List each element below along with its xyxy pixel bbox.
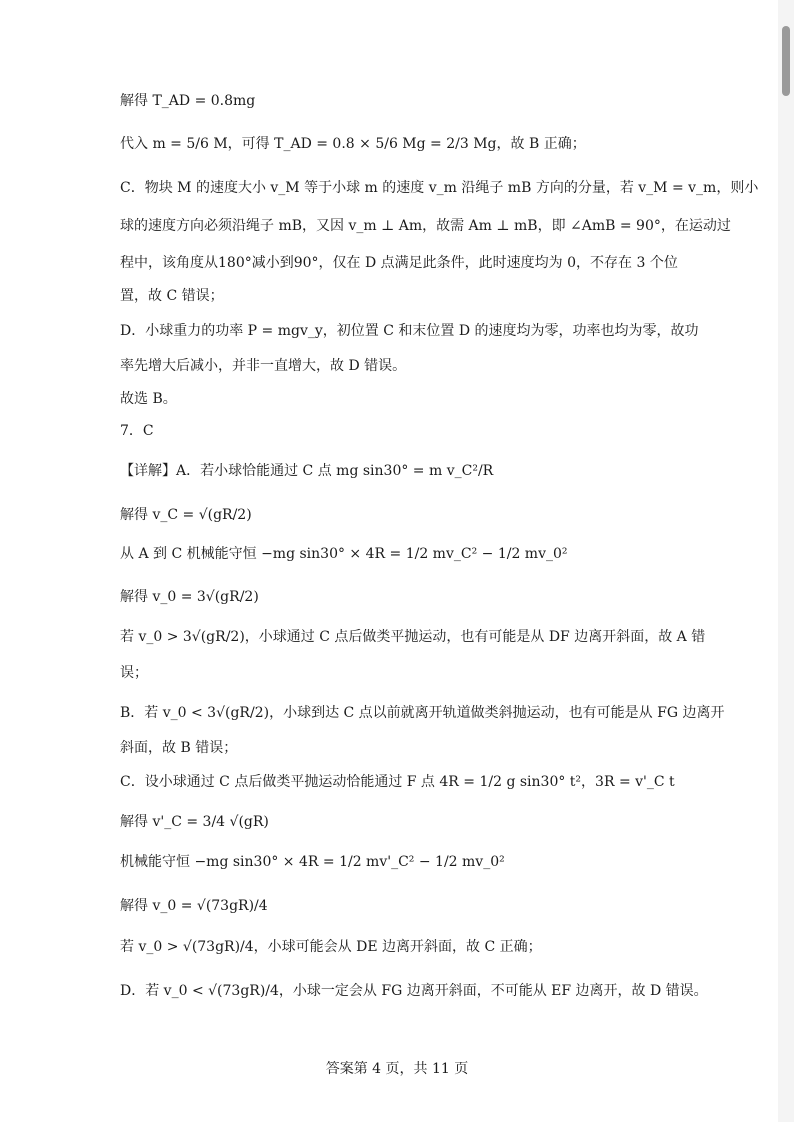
text-line: 从 A 到 C 机械能守恒 −mg sin30° × 4R = 1/2 mv_C² − 1/2 mv_0² [120,546,568,562]
text-line: 置，故 C 错误； [120,288,224,304]
text-line: C．物块 M 的速度大小 v_M 等于小球 m 的速度 v_m 沿绳子 mB 方向的分量，若 v_M = v_m，则小 [120,180,759,196]
text-line: 斜面，故 B 错误； [120,740,238,756]
text-line: 代入 m = 5/6 M，可得 T_AD = 0.8 × 5/6 Mg = 2/3 Mg，故 B 正确； [120,136,586,152]
text-line: 率先增大后减小，并非一直增大，故 D 错误。 [120,358,407,374]
text-line: 若 v_0 > √(73gR)/4，小球可能会从 DE 边离开斜面，故 C 正确； [120,939,542,955]
scrollbar-thumb[interactable] [782,26,790,96]
question-number: 7．C [120,423,154,439]
text-line: 解得 T_AD = 0.8mg [120,93,256,109]
text-line: 误； [120,665,148,681]
text-line: 若 v_0 > 3√(gR/2)，小球通过 C 点后做类平抛运动，也有可能是从 DF 边离开斜面，故 A 错 [120,629,706,645]
text-line: D．小球重力的功率 P = mgv_y，初位置 C 和末位置 D 的速度均为零，功率也均为零，故功 [120,323,699,339]
page-footer: 答案第 4 页，共 11 页 [325,1061,469,1077]
text-line: 解得 v_0 = √(73gR)/4 [120,898,268,914]
text-line: 程中，该角度从180°减小到90°，仅在 D 点满足此条件，此时速度均为 0，不存在 3 个位 [120,255,678,271]
text-line: C．设小球通过 C 点后做类平抛运动恰能通过 F 点 4R = 1/2 g sin30° t²，3R = v'_C t [120,774,675,790]
text-line: 球的速度方向必须沿绳子 mB，又因 v_m ⊥ Am，故需 Am ⊥ mB，即 ∠AmB = 90°，在运动过 [120,218,731,234]
text-line: 解得 v'_C = 3/4 √(gR) [120,814,269,830]
text-line: 解得 v_C = √(gR/2) [120,507,252,523]
text-line: 故选 B。 [120,391,177,407]
text-line: B．若 v_0 < 3√(gR/2)，小球到达 C 点以前就离开轨道做类斜抛运动，也有可能是从 FG 边离开 [120,705,725,721]
text-line: 机械能守恒 −mg sin30° × 4R = 1/2 mv'_C² − 1/2 mv_0² [120,854,505,870]
vertical-scrollbar[interactable] [778,0,794,1122]
text-line: 解得 v_0 = 3√(gR/2) [120,589,259,605]
text-line: 【详解】A．若小球恰能通过 C 点 mg sin30° = m v_C²/R [120,463,494,479]
text-line: D．若 v_0 < √(73gR)/4，小球一定会从 FG 边离开斜面，不可能从 EF 边离开，故 D 错误。 [120,983,708,999]
